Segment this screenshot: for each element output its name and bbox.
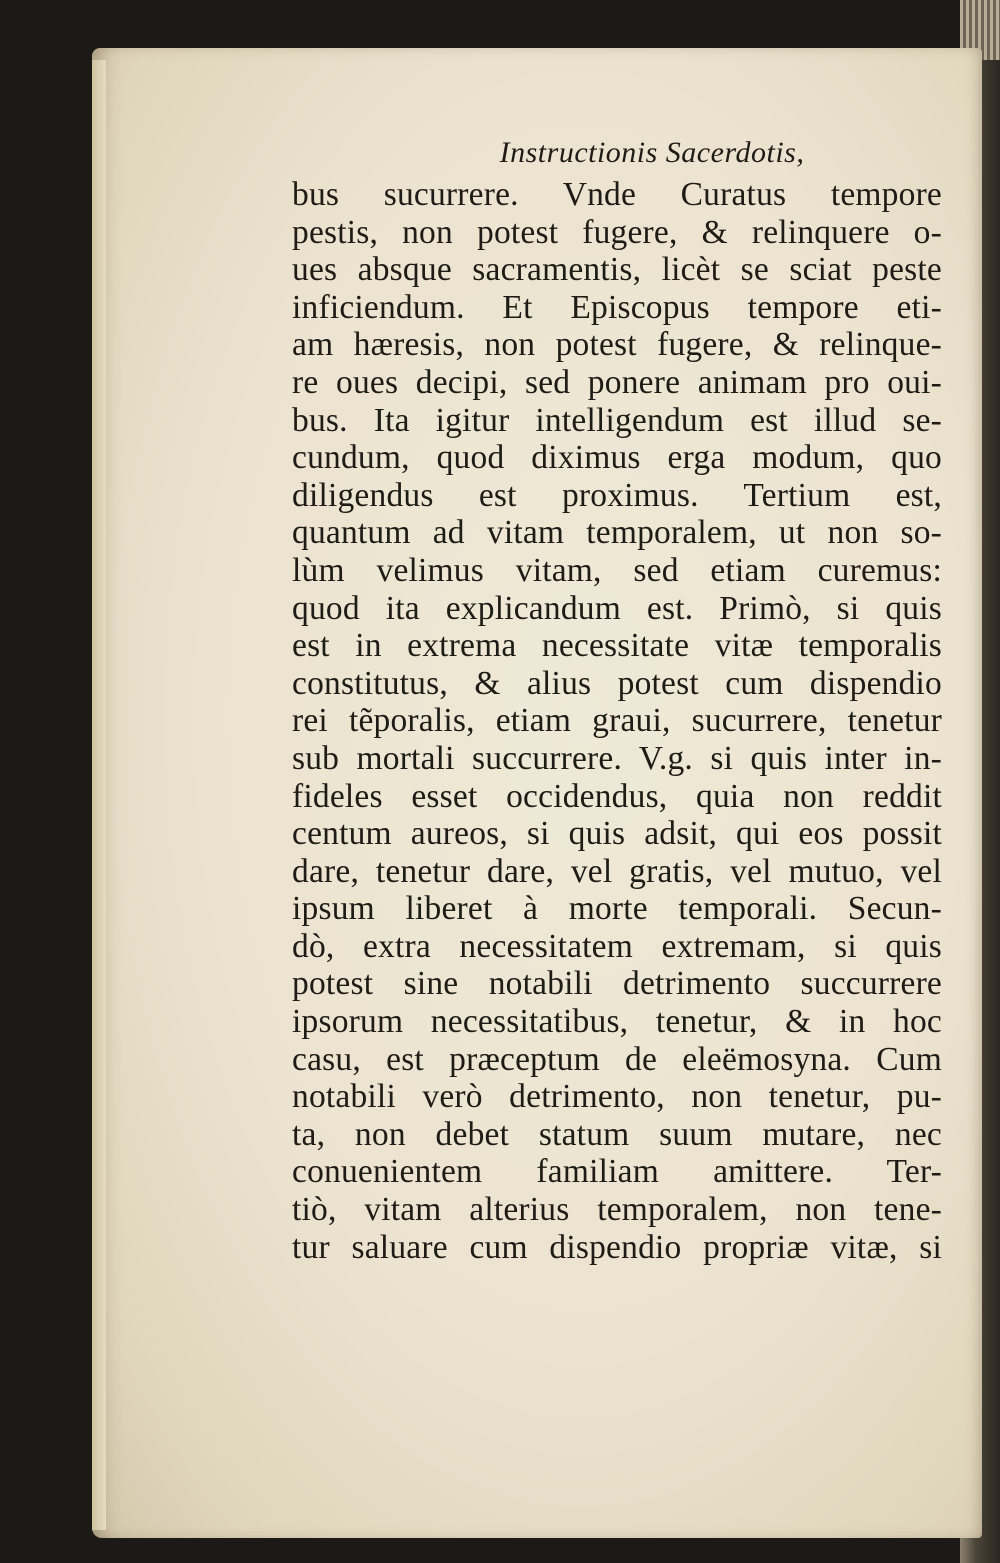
- text-line: centum aureos, si quis adsit, qui eos possit: [292, 815, 942, 853]
- text-line: inficiendum. Et Episcopus tempore eti-: [292, 288, 942, 326]
- text-line: ipsorum necessitatibus, tenetur, & in hoc: [292, 1003, 942, 1041]
- running-head: Instructionis Sacerdotis,: [499, 136, 805, 169]
- text-line: diligendus est proximus. Tertium est,: [292, 476, 942, 514]
- text-line: ta, non debet statum suum mutare, nec: [292, 1115, 942, 1153]
- page-gutter: [92, 60, 106, 1530]
- text-line: casu, est præceptum de eleëmosyna. Cum: [292, 1040, 942, 1078]
- text-line: fideles esset occidendus, quia non reddit: [292, 777, 942, 815]
- text-line: tur saluare cum dispendio propriæ vitæ, si: [292, 1228, 942, 1266]
- text-line: am hæresis, non potest fugere, & relinque-: [292, 326, 942, 364]
- text-line: cundum, quod diximus erga modum, quo: [292, 439, 942, 477]
- page-text: [292, 130, 942, 1266]
- body-text: [292, 176, 942, 1266]
- text-line: tiò, vitam alterius temporalem, non tene-: [292, 1191, 942, 1229]
- text-line: ues absque sacramentis, licèt se sciat peste: [292, 251, 942, 289]
- text-line: notabili verò detrimento, non tenetur, pu-: [292, 1078, 942, 1116]
- text-line: dò, extra necessitatem extremam, si quis: [292, 927, 942, 965]
- text-line: sub mortali succurrere. V.g. si quis inter in-: [292, 739, 942, 777]
- text-line: ipsum liberet à morte temporali. Secun-: [292, 890, 942, 928]
- text-line: conuenientem familiam amittere. Ter-: [292, 1153, 942, 1191]
- text-line: bus sucurrere. Vnde Curatus tempore: [292, 176, 942, 213]
- text-line: quod ita explicandum est. Primò, si quis: [292, 589, 942, 627]
- text-line: constitutus, & alius potest cum dispendio: [292, 664, 942, 702]
- text-line: lùm velimus vitam, sed etiam curemus:: [292, 551, 942, 589]
- text-line: bus. Ita igitur intelligendum est illud se-: [292, 401, 942, 439]
- text-line: potest sine notabili detrimento succurrere: [292, 965, 942, 1003]
- text-line: re oues decipi, sed ponere animam pro oui-: [292, 363, 942, 401]
- text-line: dare, tenetur dare, vel gratis, vel mutuo, vel: [292, 852, 942, 890]
- text-line: quantum ad vitam temporalem, ut non so-: [292, 514, 942, 552]
- text-line: est in extrema necessitate vitæ temporalis: [292, 627, 942, 665]
- text-line: rei tẽporalis, etiam graui, sucurrere, tenetur: [292, 702, 942, 740]
- text-line: pestis, non potest fugere, & relinquere o-: [292, 213, 942, 251]
